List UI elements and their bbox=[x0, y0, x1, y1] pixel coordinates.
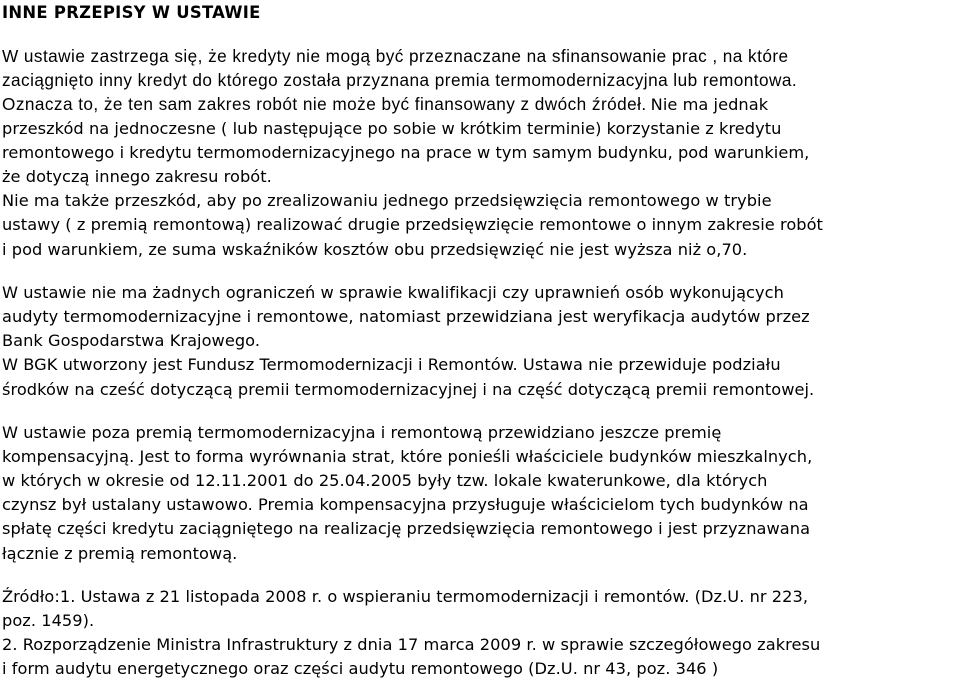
text-line: i pod warunkiem, ze suma wskaźników kosztów obu przedsięwzięć nie jest wyższa niż o,70. bbox=[2, 240, 748, 259]
document-title: INNE PRZEPISY W USTAWIE bbox=[2, 3, 261, 22]
text-line: audyty termomodernizacyjne i remontowe, natomiast przewidziana jest weryfikacja audytów przez bbox=[2, 307, 810, 326]
text-line-mixed bbox=[2, 96, 768, 114]
text-line: łącznie z premią remontową. bbox=[2, 544, 238, 563]
text-line: kompensacyjną. Jest to forma wyrównania strat, które ponieśli właściciele budynków mieszkalnych, bbox=[2, 447, 813, 466]
text-line: W ustawie nie ma żadnych ograniczeń w sprawie kwalifikacji czy uprawnień osób wykonujących bbox=[2, 283, 784, 302]
text-line: środków na cześć dotyczącą premii termomodernizacyjnej i na część dotyczącą premii remontowej. bbox=[2, 380, 815, 399]
text-line: W BGK utworzony jest Fundusz Termomodernizacji i Remontów. Ustawa nie przewiduje podziału bbox=[2, 355, 781, 374]
text-line: że dotyczą innego zakresu robót. bbox=[2, 167, 272, 186]
text-line: w których w okresie od 12.11.2001 do 25.04.2005 były tzw. lokale kwaterunkowe, dla których bbox=[2, 471, 768, 490]
text-line: remontowego i kredytu termomodernizacyjnego na prace w tym samym budynku, pod warunkiem, bbox=[2, 143, 810, 162]
text-line: ustawy ( z premią remontową) realizować drugie przedsięwzięcie remontowe o innym zakresie robót bbox=[2, 215, 823, 234]
text-line: Bank Gospodarstwa Krajowego. bbox=[2, 331, 261, 350]
source-line: 2. Rozporządzenie Ministra Infrastruktury z dnia 17 marca 2009 r. w sprawie szczegółowego zakresu bbox=[2, 635, 821, 654]
source-line: i form audytu energetycznego oraz części audytu remontowego (Dz.U. nr 43, poz. 346 ) bbox=[2, 659, 719, 678]
text-line: zaciągnięto inny kredyt do którego została przyznana premia termomodernizacyjna lub remontowa. bbox=[2, 70, 798, 90]
source-line: poz. 1459). bbox=[2, 611, 95, 630]
text-line: Nie ma także przeszkód, aby po zrealizowaniu jednego przedsięwzięcia remontowego w trybie bbox=[2, 191, 772, 210]
text-line: czynsz był ustalany ustawowo. Premia kompensacyjna przysługuje właścicielom tych budynków na bbox=[2, 495, 809, 514]
text-line: W ustawie zastrzega się, że kredyty nie mogą być przeznaczane na sfinansowanie prac , na które bbox=[2, 46, 789, 66]
text-line: spłatę części kredytu zaciągniętego na realizację przedsięwzięcia remontowego i jest przyznawana bbox=[2, 519, 811, 538]
text-segment: Nie ma jednak bbox=[650, 95, 769, 114]
text-line: przeszkód na jednoczesne ( lub następujące po sobie w krótkim terminie) korzystanie z kredytu bbox=[2, 119, 782, 138]
text-line: W ustawie poza premią termomodernizacyjna i remontową przewidziano jeszcze premię bbox=[2, 423, 722, 442]
text-segment: Oznacza to, że ten sam zakres robót nie może być finansowany z dwóch źródeł. bbox=[2, 94, 647, 114]
source-line: Źródło:1. Ustawa z 21 listopada 2008 r. o wspieraniu termomodernizacji i remontów. (Dz.U. nr 223, bbox=[2, 587, 809, 606]
